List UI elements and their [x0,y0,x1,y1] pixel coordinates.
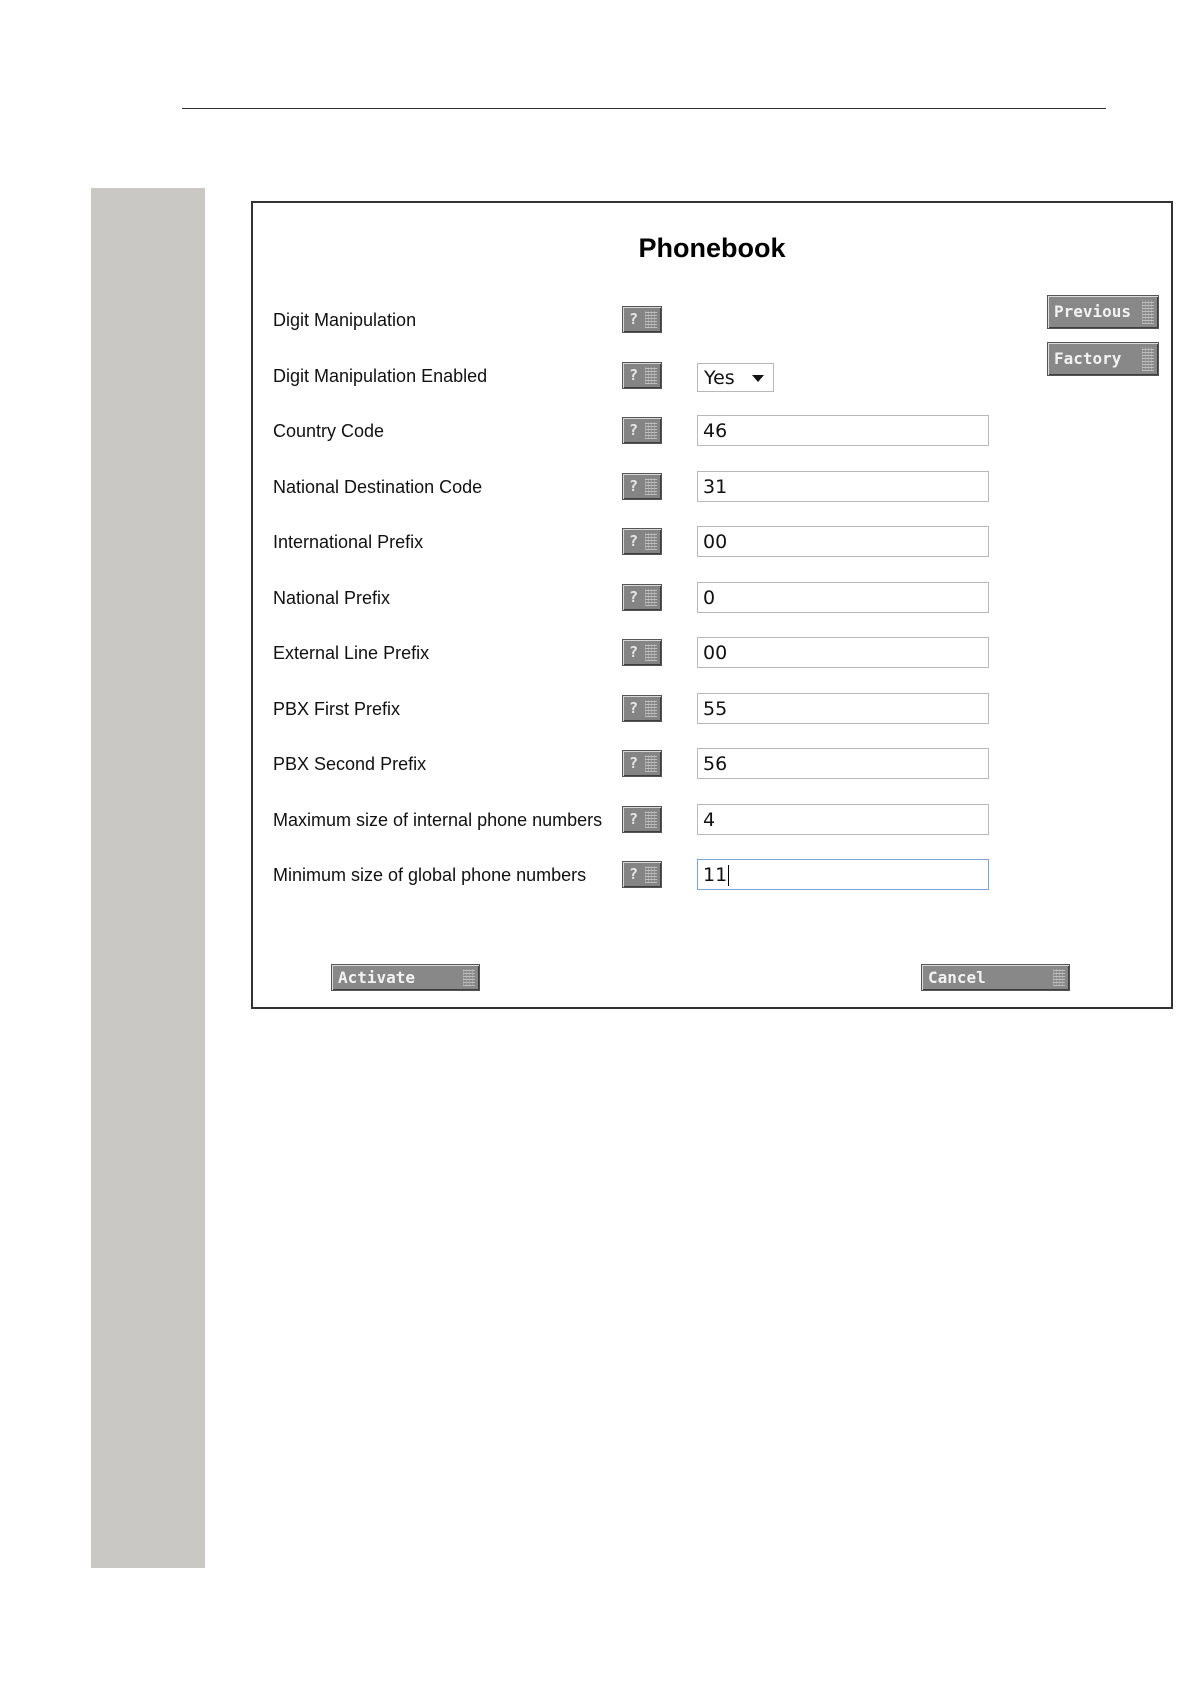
previous-button[interactable] [1047,295,1159,329]
button-grip-icon [1142,300,1154,324]
row-international-prefix [253,526,1013,566]
panel-title: Phonebook [638,233,786,263]
help-button[interactable] [622,695,662,722]
row-pbx-second-prefix [253,748,1013,788]
help-icon: ? [629,477,639,495]
field-label: PBX First Prefix [273,699,401,719]
previous-button-label: Previous [1054,302,1132,321]
button-grip-icon [463,969,475,986]
factory-button[interactable] [1047,342,1159,376]
chevron-down-icon [752,375,764,382]
field-label: External Line Prefix [273,643,430,663]
external-line-prefix-input[interactable]: 00 [697,637,989,668]
activate-button[interactable] [331,964,480,991]
max-internal-number-size-input[interactable]: 4 [697,804,989,835]
field-label: Country Code [273,421,385,441]
help-icon: ? [629,754,639,772]
row-national-prefix [253,582,1013,622]
button-grip-icon [645,589,657,606]
button-grip-icon [645,866,657,883]
field-label: Digit Manipulation [273,310,417,330]
button-grip-icon [645,422,657,439]
row-max-internal-number-size [253,804,1013,844]
help-icon: ? [629,366,639,384]
row-country-code [253,415,1013,455]
field-label: National Destination Code [273,477,483,497]
help-button[interactable] [622,473,662,500]
button-grip-icon [645,311,657,328]
button-grip-icon [645,700,657,717]
row-digit-manipulation [253,304,1013,344]
factory-button-label: Factory [1054,349,1122,368]
help-button[interactable] [622,528,662,555]
cancel-button-label: Cancel [928,968,986,987]
button-grip-icon [645,367,657,384]
help-button[interactable] [622,417,662,444]
field-label: PBX Second Prefix [273,754,427,774]
help-icon: ? [629,588,639,606]
button-grip-icon [645,478,657,495]
phonebook-panel [251,201,1173,1009]
cancel-button[interactable] [921,964,1070,991]
button-grip-icon [645,644,657,661]
button-grip-icon [645,533,657,550]
help-button[interactable] [622,806,662,833]
button-grip-icon [1053,969,1065,986]
pbx-first-prefix-input[interactable]: 55 [697,693,989,724]
field-label: Maximum size of internal phone numbers [273,810,603,830]
country-code-input[interactable]: 46 [697,415,989,446]
help-button[interactable] [622,306,662,333]
row-national-destination-code [253,471,1013,511]
help-button[interactable] [622,362,662,389]
field-label: Digit Manipulation Enabled [273,366,488,386]
select-value: Yes [704,367,735,389]
help-icon: ? [629,643,639,661]
left-margin-bar [91,188,205,1568]
help-icon: ? [629,865,639,883]
international-prefix-input[interactable]: 00 [697,526,989,557]
field-label: National Prefix [273,588,391,608]
field-label: International Prefix [273,532,424,552]
help-icon: ? [629,532,639,550]
min-global-number-size-input[interactable] [697,859,989,890]
button-grip-icon [645,755,657,772]
activate-button-label: Activate [338,968,416,987]
help-button[interactable] [622,861,662,888]
help-icon: ? [629,421,639,439]
row-external-line-prefix [253,637,1013,677]
help-button[interactable] [622,639,662,666]
pbx-second-prefix-input[interactable]: 56 [697,748,989,779]
row-pbx-first-prefix [253,693,1013,733]
help-icon: ? [629,310,639,328]
help-icon: ? [629,699,639,717]
input-value: 11 [703,864,728,886]
digit-manipulation-enabled-select[interactable] [697,363,774,392]
help-button[interactable] [622,750,662,777]
button-grip-icon [645,811,657,828]
field-label: Minimum size of global phone numbers [273,865,587,885]
help-icon: ? [629,810,639,828]
text-caret [728,865,729,886]
national-destination-code-input[interactable]: 31 [697,471,989,502]
help-button[interactable] [622,584,662,611]
button-grip-icon [1142,347,1154,371]
national-prefix-input[interactable]: 0 [697,582,989,613]
row-digit-manipulation-enabled [253,360,1013,400]
page-header-rule [182,108,1106,109]
row-min-global-number-size [253,859,1013,899]
